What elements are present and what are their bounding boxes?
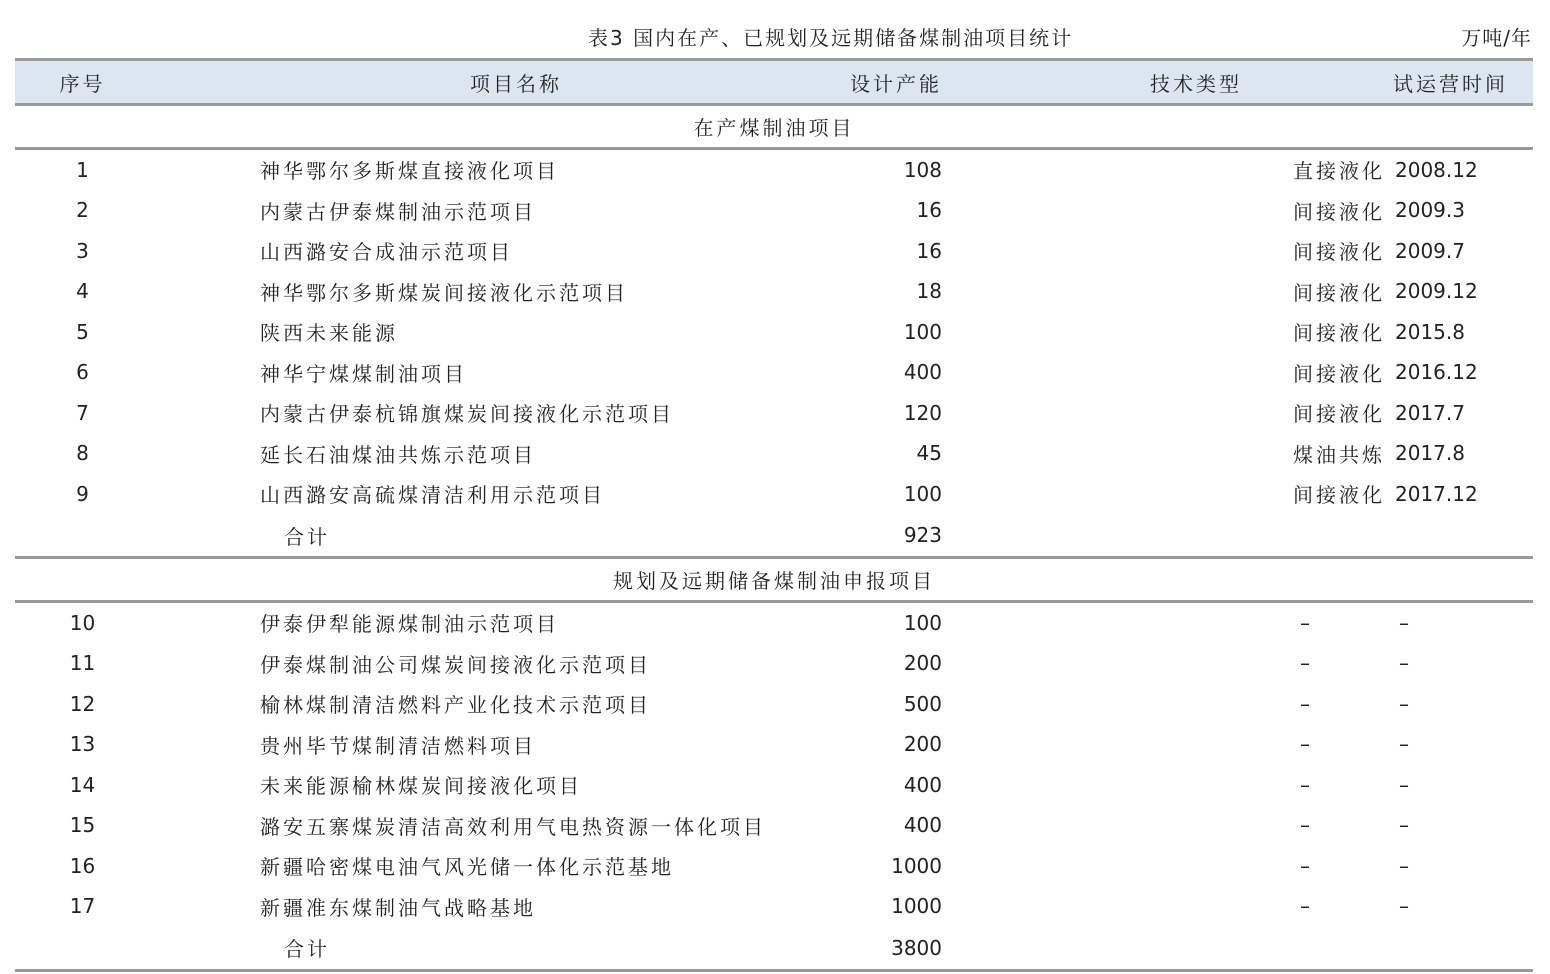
row-number: 7 xyxy=(76,400,89,425)
row-number: 1 xyxy=(76,157,89,182)
total-row xyxy=(15,514,1533,558)
design-capacity: 120 xyxy=(903,400,942,425)
table-row xyxy=(15,765,1533,806)
section-header-row xyxy=(15,558,1533,602)
row-number: 9 xyxy=(76,481,89,506)
trial-operation-date: 2017.12 xyxy=(1395,481,1478,506)
technology-type: – xyxy=(1300,772,1310,797)
section-title: 在产煤制油项目 xyxy=(15,105,1533,149)
trial-operation-date: 2015.8 xyxy=(1395,319,1465,344)
technology-type: 间接液化 xyxy=(1293,280,1385,305)
project-name: 内蒙古伊泰杭锦旗煤炭间接液化示范项目 xyxy=(260,402,674,427)
project-table xyxy=(15,58,1533,972)
row-number: 16 xyxy=(69,853,96,878)
technology-type: 间接液化 xyxy=(1293,199,1385,224)
total-capacity: 3800 xyxy=(750,927,1150,971)
table-row xyxy=(15,433,1533,474)
row-number: 14 xyxy=(69,772,96,797)
table-caption xyxy=(0,22,1550,52)
technology-type: – xyxy=(1300,691,1310,716)
table-row xyxy=(15,190,1533,231)
technology-type: 间接液化 xyxy=(1293,402,1385,427)
design-capacity: 500 xyxy=(903,691,942,716)
project-name: 神华鄂尔多斯煤直接液化项目 xyxy=(260,159,559,184)
total-spacer xyxy=(15,514,150,558)
table-row xyxy=(15,312,1533,353)
table-row xyxy=(15,886,1533,927)
technology-type: – xyxy=(1300,813,1310,838)
section-title: 规划及远期储备煤制油申报项目 xyxy=(15,558,1533,602)
project-name: 榆林煤制清洁燃料产业化技术示范项目 xyxy=(260,693,651,718)
table-row xyxy=(15,393,1533,434)
table-title: 表3 国内在产、已规划及远期储备煤制油项目统计 xyxy=(588,26,1074,50)
section-header-row xyxy=(15,105,1533,149)
row-number: 3 xyxy=(76,238,89,263)
design-capacity: 200 xyxy=(903,732,942,757)
technology-type: 煤油共炼 xyxy=(1293,442,1385,467)
row-number: 2 xyxy=(76,198,89,223)
design-capacity: 400 xyxy=(903,360,942,385)
total-label: 合计 xyxy=(150,927,750,971)
design-capacity: 200 xyxy=(903,651,942,676)
design-capacity: 100 xyxy=(903,610,942,635)
design-capacity: 100 xyxy=(903,481,942,506)
table-row xyxy=(15,601,1533,643)
col-header-capacity: 设计产能 xyxy=(750,60,1150,105)
table-row xyxy=(15,724,1533,765)
trial-operation-date: 2009.7 xyxy=(1395,238,1465,263)
project-name: 未来能源榆林煤炭间接液化项目 xyxy=(260,774,582,799)
table-header-row xyxy=(15,60,1533,105)
trial-operation-date: – xyxy=(1399,853,1409,878)
design-capacity: 1000 xyxy=(891,894,942,919)
total-spacer xyxy=(1345,927,1533,971)
row-number: 15 xyxy=(69,813,96,838)
trial-operation-date: – xyxy=(1399,894,1409,919)
table-row xyxy=(15,805,1533,846)
row-number: 12 xyxy=(69,691,96,716)
trial-operation-date: 2016.12 xyxy=(1395,360,1478,385)
design-capacity: 1000 xyxy=(891,853,942,878)
table-row xyxy=(15,474,1533,515)
row-number: 10 xyxy=(69,610,96,635)
design-capacity: 400 xyxy=(903,813,942,838)
project-name: 潞安五寨煤炭清洁高效利用气电热资源一体化项目 xyxy=(260,814,766,839)
col-header-tech: 技术类型 xyxy=(1150,60,1345,105)
project-name: 神华鄂尔多斯煤炭间接液化示范项目 xyxy=(260,280,628,305)
project-name: 伊泰煤制油公司煤炭间接液化示范项目 xyxy=(260,652,651,677)
row-number: 13 xyxy=(69,732,96,757)
project-name: 伊泰伊犁能源煤制油示范项目 xyxy=(260,612,559,637)
trial-operation-date: 2009.3 xyxy=(1395,198,1465,223)
total-spacer xyxy=(1150,927,1345,971)
row-number: 4 xyxy=(76,279,89,304)
project-name: 新疆准东煤制油气战略基地 xyxy=(260,895,536,920)
technology-type: 间接液化 xyxy=(1293,240,1385,265)
project-name: 山西潞安高硫煤清洁利用示范项目 xyxy=(260,483,605,508)
row-number: 6 xyxy=(76,360,89,385)
technology-type: 间接液化 xyxy=(1293,361,1385,386)
project-name: 陕西未来能源 xyxy=(260,321,398,346)
table-row xyxy=(15,231,1533,272)
design-capacity: 16 xyxy=(916,198,942,223)
technology-type: – xyxy=(1300,894,1310,919)
project-name: 延长石油煤油共炼示范项目 xyxy=(260,442,536,467)
design-capacity: 16 xyxy=(916,238,942,263)
design-capacity: 400 xyxy=(903,772,942,797)
design-capacity: 45 xyxy=(916,441,942,466)
col-header-date: 试运营时间 xyxy=(1345,60,1533,105)
trial-operation-date: 2009.12 xyxy=(1395,279,1478,304)
technology-type: 间接液化 xyxy=(1293,321,1385,346)
project-name: 内蒙古伊泰煤制油示范项目 xyxy=(260,199,536,224)
total-label: 合计 xyxy=(150,514,750,558)
technology-type: – xyxy=(1300,853,1310,878)
project-name: 贵州毕节煤制清洁燃料项目 xyxy=(260,733,536,758)
row-number: 8 xyxy=(76,441,89,466)
col-header-name: 项目名称 xyxy=(150,60,750,105)
row-number: 11 xyxy=(69,651,96,676)
total-capacity: 923 xyxy=(750,514,1150,558)
project-name: 神华宁煤煤制油项目 xyxy=(260,361,467,386)
technology-type: – xyxy=(1300,651,1310,676)
trial-operation-date: – xyxy=(1399,610,1409,635)
technology-type: – xyxy=(1300,732,1310,757)
trial-operation-date: 2008.12 xyxy=(1395,157,1478,182)
table-unit: 万吨/年 xyxy=(1461,26,1532,50)
technology-type: 直接液化 xyxy=(1293,159,1385,184)
table-row xyxy=(15,352,1533,393)
table-row xyxy=(15,643,1533,684)
trial-operation-date: – xyxy=(1399,651,1409,676)
trial-operation-date: 2017.8 xyxy=(1395,441,1465,466)
table-row xyxy=(15,846,1533,887)
technology-type: – xyxy=(1300,610,1310,635)
row-number: 17 xyxy=(69,894,96,919)
technology-type: 间接液化 xyxy=(1293,483,1385,508)
trial-operation-date: – xyxy=(1399,772,1409,797)
project-name: 新疆哈密煤电油气风光储一体化示范基地 xyxy=(260,855,674,880)
design-capacity: 18 xyxy=(916,279,942,304)
total-spacer xyxy=(1345,514,1533,558)
total-spacer xyxy=(15,927,150,971)
design-capacity: 100 xyxy=(903,319,942,344)
trial-operation-date: – xyxy=(1399,732,1409,757)
col-header-no: 序号 xyxy=(15,60,150,105)
design-capacity: 108 xyxy=(903,157,942,182)
trial-operation-date: – xyxy=(1399,813,1409,838)
table-row xyxy=(15,148,1533,190)
table-row xyxy=(15,684,1533,725)
table-row xyxy=(15,271,1533,312)
total-row xyxy=(15,927,1533,971)
trial-operation-date: – xyxy=(1399,691,1409,716)
row-number: 5 xyxy=(76,319,89,344)
total-spacer xyxy=(1150,514,1345,558)
trial-operation-date: 2017.7 xyxy=(1395,400,1465,425)
project-name: 山西潞安合成油示范项目 xyxy=(260,240,513,265)
